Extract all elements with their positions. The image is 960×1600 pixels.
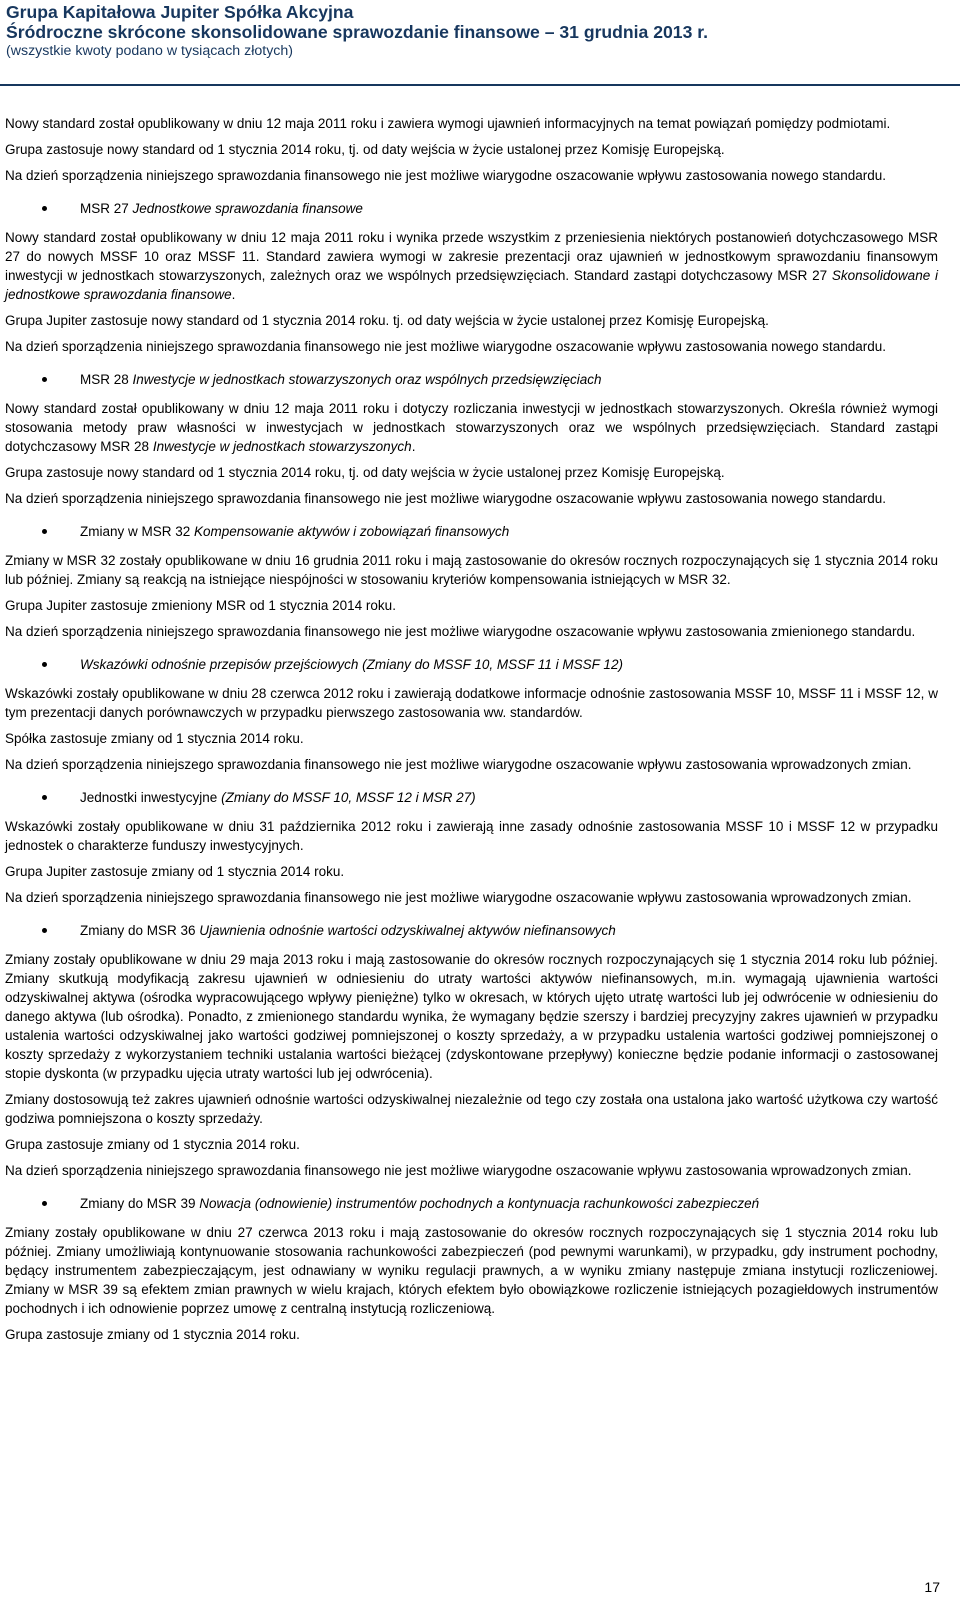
- heading-title: Wskazówki odnośnie przepisów przejściowych (Zmiany do MSSF 10, MSSF 11 i MSSF 12): [80, 657, 623, 672]
- paragraph: Wskazówki zostały opublikowane w dniu 31 października 2012 roku i zawierają inne zasady odnośnie zastosowania MSSF 10 i MSSF 12 w przypadku jednostek o charakterze funduszy inwestycyjnych.: [5, 819, 938, 853]
- heading-title: Kompensowanie aktywów i zobowiązań finansowych: [194, 524, 510, 539]
- section-heading-transition-guidance: [5, 655, 938, 674]
- section-heading-investment-entities: [5, 788, 938, 807]
- paragraph: Zmiany zostały opublikowane w dniu 29 maja 2013 roku i mają zastosowanie do okresów rocznych rozpoczynających się 1 stycznia 2014 roku lub później. Zmiany skutkują modyfikacją zakresu ujawnień w odniesieniu do utraty wartości aktywów niefinansowych, m.in. wymagają ujawnienia wartości odzyskiwalnej aktywa (ośrodka wypracowującego wpływy pieniężne) tylko w okresach, w których ujęto utratę wartości lub jej odwrócenie w odniesieniu do danego aktywa (lub ośrodka). Ponadto, z zmienionego standardu wynika, że wymagany będzie szerszy i bardziej precyzyjny zakres ujawnień w przypadku ustalenia wartości odzyskiwalnej jako wartości godziwej pomniejszonej o koszty sprzedaży, a w przypadku ustalenia wartości godziwej pomniejszonej o koszty sprzedaży z wykorzystaniem techniki ustalania wartości bieżącej (zdyskontowane przepływy) konieczne będzie podanie informacji o zastosowanej stopie dyskonta (w przypadku ujęcia utraty wartości lub jej odwrócenia).: [5, 952, 938, 1081]
- header-divider: [0, 84, 960, 86]
- heading-label: MSR 27: [80, 201, 133, 216]
- paragraph: Grupa zastosuje nowy standard od 1 stycznia 2014 roku, tj. od daty wejścia w życie ustalonej przez Komisję Europejską.: [5, 465, 725, 480]
- section-heading-msr39: [5, 1194, 938, 1213]
- paragraph: [5, 228, 938, 304]
- bullet-icon: [42, 1201, 47, 1206]
- paragraph: Grupa zastosuje nowy standard od 1 stycznia 2014 roku, tj. od daty wejścia w życie ustalonej przez Komisję Europejską.: [5, 142, 725, 157]
- paragraph: Grupa Jupiter zastosuje zmieniony MSR od 1 stycznia 2014 roku.: [5, 598, 396, 613]
- paragraph: Grupa zastosuje zmiany od 1 stycznia 2014 roku.: [5, 1137, 300, 1152]
- paragraph-end: .: [411, 439, 416, 454]
- company-name: Grupa Kapitałowa Jupiter Spółka Akcyjna: [6, 2, 354, 22]
- heading-label: MSR 28: [80, 372, 133, 387]
- paragraph: Grupa zastosuje zmiany od 1 stycznia 2014 roku.: [5, 1327, 300, 1342]
- heading-title: Jednostkowe sprawozdania finansowe: [132, 201, 363, 216]
- standard-title: Skonsolidowane i jednostkowe sprawozdania finansowe: [5, 268, 938, 302]
- page-number: 17: [924, 1579, 940, 1595]
- paragraph: Na dzień sporządzenia niniejszego sprawozdania finansowego nie jest możliwe wiarygodne oszacowanie wpływu zastosowania wprowadzonych zmian.: [5, 1163, 912, 1178]
- heading-label: Jednostki inwestycyjne: [80, 790, 222, 805]
- paragraph-end: .: [231, 287, 236, 302]
- section-heading-msr36: [5, 921, 938, 940]
- paragraph-text: Nowy standard został opublikowany w dniu 12 maja 2011 roku i dotyczy rozliczania inwestycji w jednostkach stowarzyszonych. Określa również wymogi stosowania metody praw własności w inwestycjach w jednostkach stowarzyszonych oraz we wspólnych przedsięwzięciach. Standard zastąpi dotychczasowy MSR 28: [5, 401, 938, 454]
- paragraph: Zmiany zostały opublikowane w dniu 27 czerwca 2013 roku i mają zastosowanie do okresów rocznych rozpoczynających się 1 stycznia 2014 roku lub później. Zmiany umożliwiają kontynuowanie stosowania rachunkowości zabezpieczeń (pod pewnymi warunkami), w przypadku, gdy instrument pochodny, będący instrumentem zabezpieczającym, jest odnawiany w wyniku regulacji prawnych, a w wyniku zmiany następuje zmiana instytucji rozliczeniowej. Zmiany w MSR 39 są efektem zmian prawnych w wielu krajach, których efektem było obowiązkowe rozliczenie istniejących pozagiełdowych instrumentów pochodnych i ich odnowienie poprzez umowę z centralną instytucją rozliczeniową.: [5, 1225, 938, 1316]
- heading-label: Zmiany do MSR 39: [80, 1196, 200, 1211]
- bullet-icon: [42, 662, 47, 667]
- heading-label: Zmiany w MSR 32: [80, 524, 195, 539]
- paragraph: Na dzień sporządzenia niniejszego sprawozdania finansowego nie jest możliwe wiarygodne oszacowanie wpływu zastosowania nowego standardu.: [5, 168, 887, 183]
- bullet-icon: [42, 206, 47, 211]
- bullet-icon: [42, 795, 47, 800]
- paragraph: Grupa Jupiter zastosuje nowy standard od 1 stycznia 2014 roku. tj. od daty wejścia w życie ustalonej przez Komisję Europejską.: [5, 313, 769, 328]
- bullet-icon: [42, 529, 47, 534]
- bullet-icon: [42, 377, 47, 382]
- heading-label: Zmiany do MSR 36: [80, 923, 200, 938]
- standard-title: Inwestycje w jednostkach stowarzyszonych: [152, 439, 412, 454]
- amounts-note: (wszystkie kwoty podano w tysiącach złotych): [6, 43, 294, 59]
- paragraph: Zmiany dostosowują też zakres ujawnień odnośnie wartości odzyskiwalnej niezależnie od tego czy została ona ustalona jako wartość użytkowa czy wartość godziwa pomniejszona o koszty sprzedaży.: [5, 1092, 938, 1126]
- section-heading-msr28: [5, 370, 938, 389]
- paragraph: Na dzień sporządzenia niniejszego sprawozdania finansowego nie jest możliwe wiarygodne oszacowanie wpływu zastosowania nowego standardu.: [5, 491, 887, 506]
- bullet-icon: [42, 928, 47, 933]
- paragraph: Na dzień sporządzenia niniejszego sprawozdania finansowego nie jest możliwe wiarygodne oszacowanie wpływu zastosowania wprowadzonych zmian.: [5, 757, 912, 772]
- paragraph: Grupa Jupiter zastosuje zmiany od 1 stycznia 2014 roku.: [5, 864, 345, 879]
- heading-title: Inwestycje w jednostkach stowarzyszonych oraz wspólnych przedsięwzięciach: [132, 372, 602, 387]
- paragraph: Spółka zastosuje zmiany od 1 stycznia 2014 roku.: [5, 731, 304, 746]
- heading-title: (Zmiany do MSSF 10, MSSF 12 i MSR 27): [221, 790, 476, 805]
- paragraph: [5, 399, 938, 456]
- paragraph: Na dzień sporządzenia niniejszego sprawozdania finansowego nie jest możliwe wiarygodne oszacowanie wpływu zastosowania wprowadzonych zmian.: [5, 890, 912, 905]
- paragraph-text: Nowy standard został opublikowany w dniu 12 maja 2011 roku i wynika przede wszystkim z przeniesienia niektórych postanowień dotychczasowego MSR 27 do nowych MSSF 10 oraz MSSF 11. Standard zawiera wymogi w zakresie prezentacji oraz ujawnień w jednostkowym sprawozdaniu finansowym inwestycji w jednostkach stowarzyszonych, zależnych oraz we wspólnych przedsięwzięciach. Standard zastąpi dotychczasowy MSR 27: [5, 230, 938, 283]
- paragraph: Wskazówki zostały opublikowane w dniu 28 czerwca 2012 roku i zawierają dodatkowe informacje odnośnie zastosowania MSSF 10, MSSF 11 i MSSF 12, w tym prezentacji danych porównawczych w przypadku pierwszego zastosowania ww. standardów.: [5, 686, 938, 720]
- heading-title: Nowacja (odnowienie) instrumentów pochodnych a kontynuacja rachunkowości zabezpieczeń: [199, 1196, 760, 1211]
- section-heading-msr27: [5, 199, 938, 218]
- paragraph: Na dzień sporządzenia niniejszego sprawozdania finansowego nie jest możliwe wiarygodne oszacowanie wpływu zastosowania zmienionego standardu.: [5, 624, 916, 639]
- page-header: [6, 2, 954, 60]
- report-title: Śródroczne skrócone skonsolidowane sprawozdanie finansowe – 31 grudnia 2013 r.: [6, 22, 709, 42]
- paragraph: Na dzień sporządzenia niniejszego sprawozdania finansowego nie jest możliwe wiarygodne oszacowanie wpływu zastosowania nowego standardu.: [5, 339, 887, 354]
- paragraph: Nowy standard został opublikowany w dniu 12 maja 2011 roku i zawiera wymogi ujawnień informacyjnych na temat powiązań pomiędzy podmiotami.: [5, 116, 891, 131]
- paragraph: Zmiany w MSR 32 zostały opublikowane w dniu 16 grudnia 2011 roku i mają zastosowanie do okresów rocznych rozpoczynających się 1 stycznia 2014 roku lub później. Zmiany są reakcją na istniejące niespójności w stosowaniu kryteriów kompensowania istniejących w MSR 32.: [5, 553, 938, 587]
- document-body: [5, 114, 938, 1351]
- section-heading-msr32: [5, 522, 938, 541]
- heading-title: Ujawnienia odnośnie wartości odzyskiwalnej aktywów niefinansowych: [199, 923, 616, 938]
